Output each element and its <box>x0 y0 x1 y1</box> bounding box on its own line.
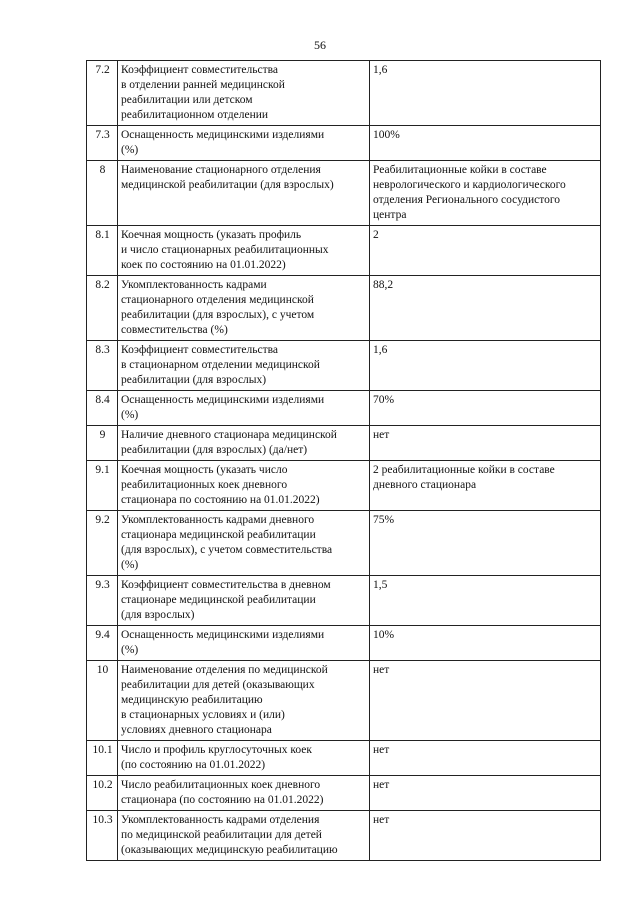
table-row <box>87 461 601 511</box>
row-number: 8.1 <box>87 226 118 276</box>
row-indicator: Число и профиль круглосуточных коек (по состоянию на 01.01.2022) <box>118 741 370 776</box>
row-number: 9 <box>87 426 118 461</box>
row-value: 1,5 <box>370 576 601 626</box>
row-number: 8 <box>87 161 118 226</box>
row-number: 9.1 <box>87 461 118 511</box>
table-row <box>87 391 601 426</box>
row-number: 8.2 <box>87 276 118 341</box>
row-indicator: Наименование отделения по медицинской реабилитации для детей (оказывающих медицинскую реабилитацию в стационарных условиях и (или) условиях дневного стационара <box>118 661 370 741</box>
row-value: 1,6 <box>370 61 601 126</box>
row-value: 88,2 <box>370 276 601 341</box>
row-number: 8.3 <box>87 341 118 391</box>
row-number: 8.4 <box>87 391 118 426</box>
row-indicator: Коечная мощность (указать число реабилитационных коек дневного стационара по состоянию на 01.01.2022) <box>118 461 370 511</box>
row-number: 10.1 <box>87 741 118 776</box>
row-indicator: Коечная мощность (указать профиль и число стационарных реабилитационных коек по состоянию на 01.01.2022) <box>118 226 370 276</box>
table-row <box>87 741 601 776</box>
table-row <box>87 341 601 391</box>
table-row <box>87 626 601 661</box>
row-indicator: Коэффициент совместительства в дневном стационаре медицинской реабилитации (для взрослых) <box>118 576 370 626</box>
row-value: 75% <box>370 511 601 576</box>
row-value: нет <box>370 741 601 776</box>
row-indicator: Укомплектованность кадрами отделения по медицинской реабилитации для детей (оказывающих медицинскую реабилитацию <box>118 811 370 861</box>
table-row <box>87 776 601 811</box>
table-row <box>87 276 601 341</box>
row-indicator: Оснащенность медицинскими изделиями (%) <box>118 391 370 426</box>
row-number: 7.3 <box>87 126 118 161</box>
table-row <box>87 576 601 626</box>
row-value: нет <box>370 776 601 811</box>
row-number: 10.2 <box>87 776 118 811</box>
row-indicator: Наименование стационарного отделения медицинской реабилитации (для взрослых) <box>118 161 370 226</box>
table-row <box>87 161 601 226</box>
row-value: Реабилитационные койки в составе неврологического и кардиологического отделения Регионального сосудистого центра <box>370 161 601 226</box>
indicators-table <box>86 60 601 861</box>
row-indicator: Оснащенность медицинскими изделиями (%) <box>118 126 370 161</box>
row-indicator: Число реабилитационных коек дневного стационара (по состоянию на 01.01.2022) <box>118 776 370 811</box>
table-row <box>87 661 601 741</box>
table-row <box>87 61 601 126</box>
table-row <box>87 126 601 161</box>
row-number: 9.3 <box>87 576 118 626</box>
row-number: 7.2 <box>87 61 118 126</box>
row-indicator: Оснащенность медицинскими изделиями (%) <box>118 626 370 661</box>
table-row <box>87 426 601 461</box>
row-value: нет <box>370 661 601 741</box>
row-indicator: Укомплектованность кадрами дневного стационара медицинской реабилитации (для взрослых), с учетом совместительства (%) <box>118 511 370 576</box>
row-value: 100% <box>370 126 601 161</box>
row-value: 2 реабилитационные койки в составе дневного стационара <box>370 461 601 511</box>
row-number: 9.2 <box>87 511 118 576</box>
row-number: 10.3 <box>87 811 118 861</box>
page-number: 56 <box>314 38 326 52</box>
row-indicator: Коэффициент совместительства в отделении ранней медицинской реабилитации или детском реабилитационном отделении <box>118 61 370 126</box>
row-indicator: Укомплектованность кадрами стационарного отделения медицинской реабилитации (для взрослых), с учетом совместительства (%) <box>118 276 370 341</box>
row-number: 10 <box>87 661 118 741</box>
row-value: нет <box>370 811 601 861</box>
row-value: 70% <box>370 391 601 426</box>
row-value: 10% <box>370 626 601 661</box>
table-row <box>87 811 601 861</box>
row-value: нет <box>370 426 601 461</box>
table-row <box>87 511 601 576</box>
row-number: 9.4 <box>87 626 118 661</box>
row-indicator: Наличие дневного стационара медицинской реабилитации (для взрослых) (да/нет) <box>118 426 370 461</box>
row-indicator: Коэффициент совместительства в стационарном отделении медицинской реабилитации (для взрослых) <box>118 341 370 391</box>
row-value: 2 <box>370 226 601 276</box>
row-value: 1,6 <box>370 341 601 391</box>
table-row <box>87 226 601 276</box>
